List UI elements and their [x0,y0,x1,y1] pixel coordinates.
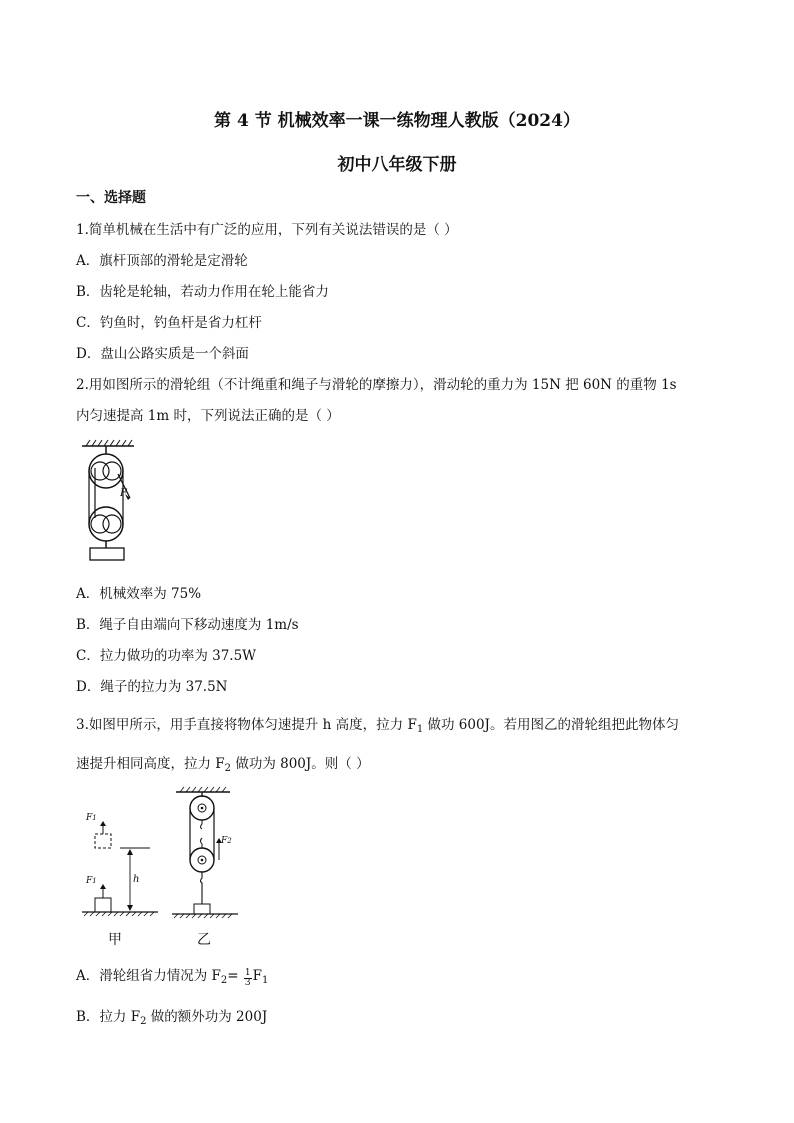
q3-fig-yi-f2: F2 [221,836,232,846]
q3-fig-label-jia: 甲 [108,932,122,948]
q3-fig-jia-h: h [133,874,140,885]
q3-opt-b-text: B．拉力 F [76,1009,141,1025]
q3-fig-jia-f1-bottom: F1 [86,876,97,886]
q2-pulley-figure [78,438,138,563]
q3-opt-a-f: F [252,968,263,984]
q3-stem-text-c: 速提升相同高度，拉力 F [76,756,225,772]
q2-figure-label-f: F [120,488,127,499]
q3-option-a [76,964,268,988]
q3-figure-yi [170,786,240,920]
q3-opt-b-sub: 2 [140,1016,147,1027]
q2-option-c: C．拉力做功的功率为 37.5W [76,648,257,664]
q3-stem-line2 [76,752,370,774]
q3-stem-text-a: 3.如图甲所示，用手直接将物体匀速提升 h 高度，拉力 F [76,717,417,733]
q1-option-d: D．盘山公路实质是一个斜面 [76,346,249,362]
q3-opt-a-fraction: $\frac{1}{3}$ [244,968,251,988]
section-heading: 一、选择题 [76,190,146,206]
q1-option-c: C．钓鱼时，钓鱼杆是省力杠杆 [76,315,262,331]
q3-opt-a-eq: = [227,968,243,984]
q3-opt-a-text: A．滑轮组省力情况为 F [76,968,221,984]
q3-opt-a-sub1: 1 [262,975,269,986]
q3-stem-sub1: 1 [416,724,424,735]
q2-option-d: D．绳子的拉力为 37.5N [76,679,228,695]
q3-stem-sub2: 2 [224,763,232,774]
q1-option-a: A．旗杆顶部的滑轮是定滑轮 [76,253,248,269]
q3-opt-a-sub2: 2 [220,975,228,986]
q3-figure-jia [80,808,160,920]
q2-option-a: A．机械效率为 75% [76,586,202,602]
q3-stem-line1 [76,713,679,735]
page-subtitle: 初中八年级下册 [337,155,457,175]
q1-stem: 1.简单机械在生活中有广泛的应用，下列有关说法错误的是（ ） [76,222,458,238]
q2-stem-line2: 内匀速提高 1m 时，下列说法正确的是（ ） [76,408,340,424]
q1-option-b: B．齿轮是轮轴，若动力作用在轮上能省力 [76,284,329,300]
q2-stem-line1: 2.用如图所示的滑轮组（不计绳重和绳子与滑轮的摩擦力），滑动轮的重力为 15N 把 60N 的重物 1s [76,377,677,393]
q3-fig-jia-f1-top: F1 [86,813,97,823]
q3-stem-text-b: 做功 600J。若用图乙的滑轮组把此物体匀 [423,717,679,733]
page-title: 第 4 节 机械效率一课一练物理人教版（2024） [214,111,580,131]
q3-stem-text-d: 做功为 800J。则（ ） [231,756,370,772]
q3-fig-label-yi: 乙 [197,932,211,948]
q3-option-b [76,1005,267,1027]
q3-opt-b-suffix: 做的额外功为 200J [146,1009,268,1025]
q2-option-b: B．绳子自由端向下移动速度为 1m/s [76,617,299,633]
